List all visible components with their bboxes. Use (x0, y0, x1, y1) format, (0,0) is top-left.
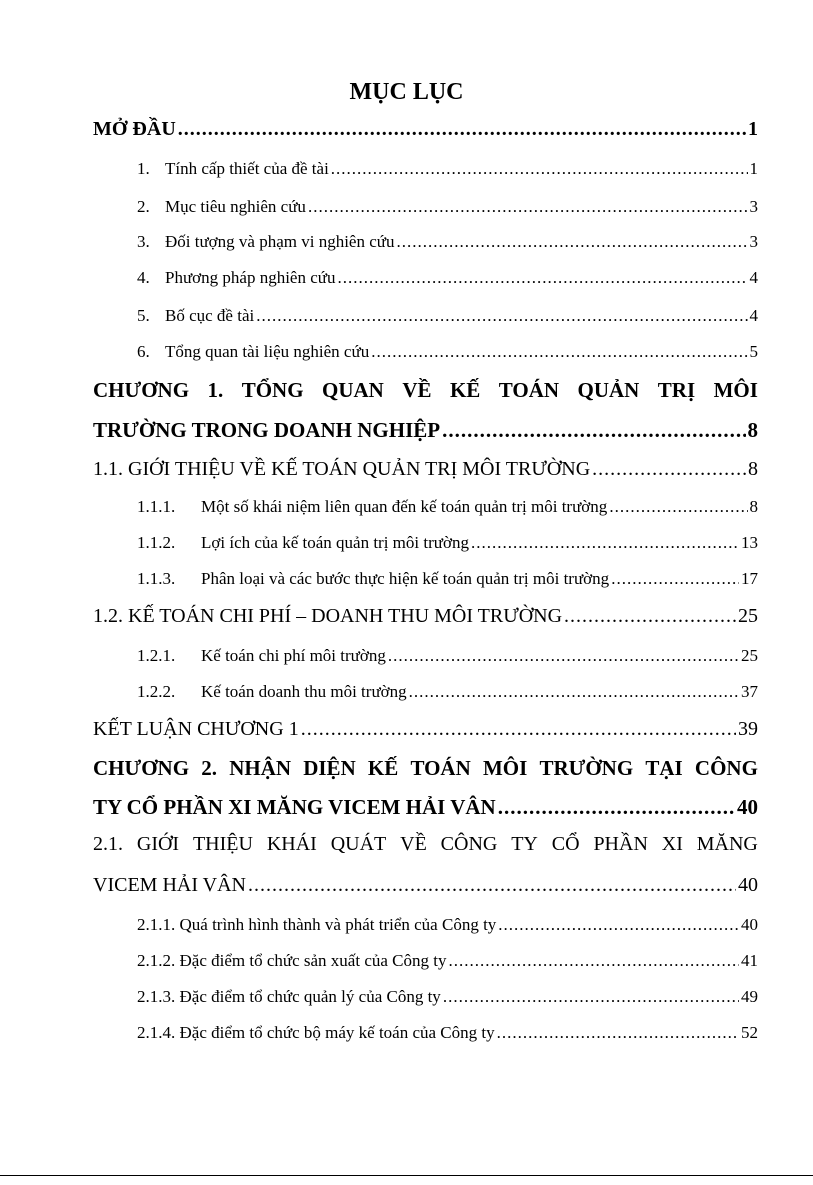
entry-text: Kế toán chi phí môi trường (201, 646, 386, 665)
page-number: 25 (741, 646, 758, 665)
page-number: 40 (741, 915, 758, 934)
page-number: 25 (738, 605, 758, 627)
chapter-2-heading-line1[interactable] (93, 756, 758, 781)
page-number: 8 (749, 497, 758, 516)
page-number: 39 (738, 718, 758, 740)
toc-entry-1-1[interactable] (93, 458, 758, 481)
entry-text: KẾT LUẬN CHƯƠNG 1 (93, 718, 299, 740)
entry-text: 2.1.3. Đặc điểm tổ chức quản lý của Công ty (137, 987, 441, 1006)
entry-text: MỞ ĐẦU (93, 118, 176, 140)
entry-text: Phân loại và các bước thực hiện kế toán quản trị môi trường (201, 569, 610, 588)
heading-word: CHƯƠNG (93, 756, 190, 780)
heading-word: CÔNG (694, 756, 758, 780)
heading-word: TOÁN (410, 756, 471, 780)
dot-leader (471, 533, 739, 553)
heading-word: TY (511, 833, 538, 855)
heading-word: PHẦN (593, 833, 648, 855)
entry-number: 1.1.3. (137, 569, 176, 588)
heading-word: VỀ (400, 833, 427, 855)
dot-leader (443, 987, 739, 1007)
toc-entry-3[interactable] (137, 232, 758, 252)
page-number: 3 (749, 232, 758, 251)
toc-entry-2-1-1[interactable] (137, 915, 758, 935)
page-number: 8 (748, 458, 758, 480)
dot-leader (178, 118, 746, 141)
toc-entry-1-2-1[interactable] (137, 646, 758, 666)
section-2-1-heading-line1[interactable] (93, 833, 758, 856)
dot-leader (498, 795, 735, 820)
heading-word: TRỊ (657, 378, 696, 402)
entry-number: 4. (137, 268, 150, 287)
dot-leader (388, 646, 739, 666)
dot-leader (301, 718, 736, 741)
entry-text: Tổng quan tài liệu nghiên cứu (165, 342, 370, 361)
dot-leader (611, 569, 739, 589)
heading-word: KẾ (367, 756, 399, 780)
chapter-1-heading-line1[interactable] (93, 378, 758, 403)
heading-word: THIỆU (192, 833, 253, 855)
page-number: 52 (741, 1023, 758, 1042)
entry-number: 5. (137, 306, 150, 325)
heading-word: QUÁT (330, 833, 387, 855)
entry-number: 1.1.1. (137, 497, 176, 516)
page-number: 41 (741, 951, 758, 970)
heading-word: 1. (207, 378, 224, 402)
entry-number: 6. (137, 342, 150, 361)
entry-text: Lợi ích của kế toán quản trị môi trường (201, 533, 469, 552)
page-number: 4 (749, 306, 758, 325)
entry-text: Phương pháp nghiên cứu (165, 268, 336, 287)
page-number: 8 (747, 418, 758, 442)
heading-word: TRƯỜNG (539, 756, 634, 780)
heading-word: QUẢN (577, 378, 640, 402)
page-title: MỤC LỤC (349, 79, 464, 105)
entry-text: 1.2. KẾ TOÁN CHI PHÍ – DOANH THU MÔI TRƯỜNG (93, 605, 563, 627)
dot-leader (331, 159, 748, 179)
section-2-1-heading-line2[interactable] (93, 874, 758, 897)
dot-leader (592, 458, 746, 481)
entry-number: 2. (137, 197, 150, 216)
heading-word: MĂNG (696, 833, 758, 855)
page-number: 13 (741, 533, 758, 552)
heading-word: DIỆN (303, 756, 356, 780)
page-number: 4 (749, 268, 758, 287)
toc-entry-1-2-2[interactable] (137, 682, 758, 702)
page-number: 37 (741, 682, 758, 701)
heading-word: TOÁN (498, 378, 560, 402)
heading-word: GIỚI (136, 833, 180, 855)
entry-text: Mục tiêu nghiên cứu (165, 197, 306, 216)
entry-text: Một số khái niệm liên quan đến kế toán quản trị môi trường (201, 497, 608, 516)
heading-word: KẾ (449, 378, 481, 402)
heading-word: TẠI (645, 756, 683, 780)
toc-entry-2-1-2[interactable] (137, 951, 758, 971)
heading-word: CỔ (551, 833, 580, 855)
heading-word: VỀ (402, 378, 432, 402)
toc-entry-1-1-3[interactable] (137, 569, 758, 589)
dot-leader (497, 1023, 739, 1043)
toc-entry-1-2[interactable] (93, 605, 758, 628)
dot-leader (564, 605, 736, 628)
chapter-2-heading-line2[interactable] (93, 795, 758, 820)
entry-text: 2.1.2. Đặc điểm tổ chức sản xuất của Công ty (137, 951, 447, 970)
entry-number: 3. (137, 232, 150, 251)
toc-entry-1-1-2[interactable] (137, 533, 758, 553)
page-bottom-rule (0, 1175, 813, 1176)
heading-word: 2. (201, 756, 217, 780)
toc-entry-5[interactable] (137, 306, 758, 326)
dot-leader (498, 915, 739, 935)
toc-entry-1[interactable] (137, 159, 758, 179)
entry-text: Kế toán doanh thu môi trường (201, 682, 407, 701)
entry-text: TY CỔ PHẦN XI MĂNG VICEM HẢI VÂN (93, 795, 496, 819)
entry-number: 1.1.2. (137, 533, 176, 552)
dot-leader (308, 197, 748, 217)
heading-word: CÔNG (440, 833, 498, 855)
heading-word: TỔNG (241, 378, 304, 402)
page-number: 1 (749, 159, 758, 178)
page-number: 1 (748, 118, 758, 140)
dot-leader (256, 306, 747, 326)
entry-number: 1.2.1. (137, 646, 176, 665)
entry-text: 2.1.4. Đặc điểm tổ chức bộ máy kế toán của Công ty (137, 1023, 495, 1042)
entry-text: Đối tượng và phạm vi nghiên cứu (165, 232, 395, 251)
entry-text: TRƯỜNG TRONG DOANH NGHIỆP (93, 418, 441, 442)
heading-word: MÔI (482, 756, 528, 780)
dot-leader (609, 497, 747, 517)
dot-leader (371, 342, 747, 362)
entry-text: 1.1. GIỚI THIỆU VỀ KẾ TOÁN QUẢN TRỊ MÔI TRƯỜNG (93, 458, 591, 480)
page-number: 49 (741, 987, 758, 1006)
page-number: 5 (749, 342, 758, 361)
page-number: 3 (749, 197, 758, 216)
entry-text: VICEM HẢI VÂN (93, 874, 246, 896)
page-number: 40 (737, 795, 758, 819)
heading-word: 2.1. (93, 833, 123, 855)
entry-text: Tính cấp thiết của đề tài (165, 159, 329, 178)
toc-entry-4[interactable] (137, 268, 758, 288)
heading-word: QUAN (322, 378, 384, 402)
entry-number: 1.2.2. (137, 682, 176, 701)
dot-leader (397, 232, 748, 252)
toc-entry-2[interactable] (137, 197, 758, 217)
toc-entry-ket-luan-1[interactable] (93, 718, 758, 741)
entry-number: 1. (137, 159, 150, 178)
chapter-1-heading-line2[interactable] (93, 418, 758, 443)
toc-entry-2-1-4[interactable] (137, 1023, 758, 1043)
heading-word: KHÁI (266, 833, 317, 855)
toc-entry-mo-dau[interactable] (93, 118, 758, 141)
heading-word: XI (661, 833, 683, 855)
heading-word: CHƯƠNG (93, 378, 190, 402)
dot-leader (248, 874, 736, 897)
entry-text: 2.1.1. Quá trình hình thành và phát triển của Công ty (137, 915, 497, 934)
dot-leader (409, 682, 739, 702)
heading-word: NHẬN (229, 756, 292, 780)
dot-leader (337, 268, 747, 288)
page-number: 40 (738, 874, 758, 896)
toc-entry-6[interactable] (137, 342, 758, 362)
page-number: 17 (741, 569, 758, 588)
heading-word: MÔI (713, 378, 758, 402)
entry-text: Bố cục đề tài (165, 306, 255, 325)
dot-leader (448, 951, 739, 971)
toc-entry-1-1-1[interactable] (137, 497, 758, 517)
dot-leader (442, 418, 745, 443)
toc-entry-2-1-3[interactable] (137, 987, 758, 1007)
